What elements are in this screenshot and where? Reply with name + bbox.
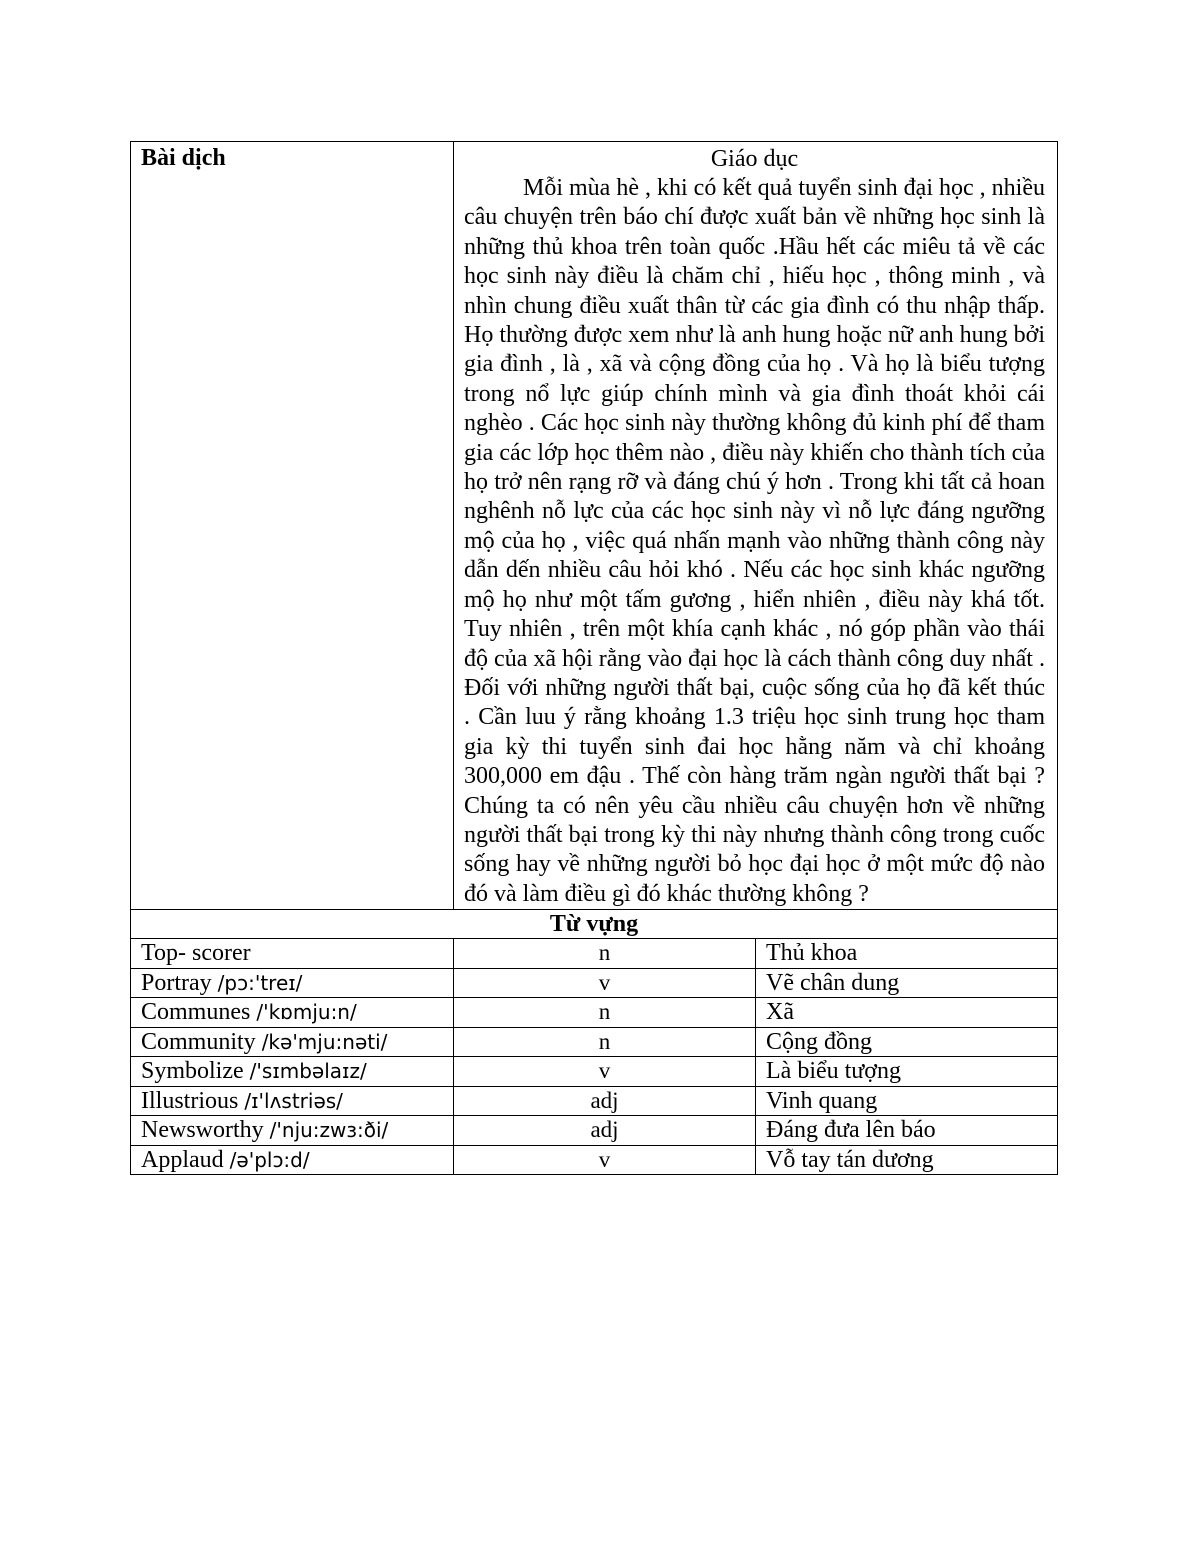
vocab-word: Community bbox=[141, 1028, 256, 1055]
vocab-word: Illustrious bbox=[141, 1087, 239, 1114]
vocab-word-cell bbox=[131, 1145, 454, 1175]
vocab-word-cell bbox=[131, 1027, 454, 1057]
vocab-ipa: /ə'plɔ:d/ bbox=[229, 1147, 310, 1172]
vocab-pos: v bbox=[454, 1145, 756, 1175]
vocab-word: Communes bbox=[141, 999, 251, 1026]
vocab-word-cell bbox=[131, 939, 454, 969]
vocab-pos: n bbox=[454, 939, 756, 969]
vocab-ipa: /'nju:zwɜ:ði/ bbox=[269, 1118, 389, 1143]
vocab-meaning: Là biểu tượng bbox=[756, 1057, 1058, 1087]
vocab-row bbox=[131, 1057, 1058, 1087]
vocab-row bbox=[131, 1116, 1058, 1146]
vocab-ipa: /pɔ:'treɪ/ bbox=[217, 970, 303, 995]
vocab-meaning: Cộng đồng bbox=[756, 1027, 1058, 1057]
vocab-ipa: /'kɒmju:n/ bbox=[256, 1000, 357, 1025]
vocab-word-cell bbox=[131, 998, 454, 1028]
vocab-word-cell bbox=[131, 1116, 454, 1146]
vocab-pos: adj bbox=[454, 1086, 756, 1116]
vocab-ipa: /ɪ'lʌstriəs/ bbox=[244, 1088, 343, 1113]
vocab-row bbox=[131, 968, 1058, 998]
vocab-word-cell bbox=[131, 1086, 454, 1116]
vocab-meaning: Đáng đưa lên báo bbox=[756, 1116, 1058, 1146]
vocab-word-cell bbox=[131, 968, 454, 998]
vocab-row bbox=[131, 998, 1058, 1028]
translation-row bbox=[131, 142, 1058, 910]
label-cell bbox=[131, 142, 454, 910]
vocab-word: Portray bbox=[141, 969, 212, 996]
vocab-word: Symbolize bbox=[141, 1058, 244, 1085]
vocab-word: Applaud bbox=[141, 1146, 224, 1173]
vocab-header: Từ vựng bbox=[131, 910, 1058, 939]
vocab-meaning: Thủ khoa bbox=[756, 939, 1058, 969]
content-title: Giáo dục bbox=[710, 146, 799, 172]
vocab-meaning: Xã bbox=[756, 998, 1058, 1028]
vocab-pos: n bbox=[454, 1027, 756, 1057]
vocab-header-row bbox=[131, 910, 1058, 939]
vocab-word: Top- scorer bbox=[141, 940, 251, 967]
content-cell bbox=[454, 142, 1058, 910]
vocab-row bbox=[131, 939, 1058, 969]
vocab-word: Newsworthy bbox=[141, 1117, 264, 1144]
vocab-row bbox=[131, 1086, 1058, 1116]
vocab-ipa: /'sɪmbəlaɪz/ bbox=[249, 1059, 367, 1084]
section-label: Bài dịch bbox=[141, 145, 226, 171]
vocab-row bbox=[131, 1027, 1058, 1057]
vocab-meaning: Vẽ chân dung bbox=[756, 968, 1058, 998]
vocab-meaning: Vỗ tay tán dương bbox=[756, 1145, 1058, 1175]
content-paragraph: Mỗi mùa hè , khi có kết quả tuyển sinh đại học , nhiều câu chuyện trên báo chí được xuất bản về những học sinh là những thủ khoa trên toàn quốc .Hầu hết các miêu tả về các học sinh này điều là chăm chỉ , hiếu học , thông minh , và nhìn chung điều xuất thân từ các gia đình có thu nhập thấp. Họ thường được xem như là anh hung hoặc nữ anh hung bởi gia đình , là , xã và cộng đồng của họ . Và họ là biểu tượng trong nổ lực giúp chính mình và gia đình thoát khỏi cái nghèo . Các học sinh này thường không đủ kinh phí để tham gia các lớp học thêm nào , điều này khiến cho thành tích của họ trở nên rạng rỡ và đáng chú ý hơn . Trong khi tất cả hoan nghênh nỗ lực của các học sinh này vì nỗ lực đáng ngưỡng mộ của họ , việc quá nhấn mạnh vào những thành công này dẫn dến nhiều câu hỏi khó . Nếu các học sinh khác ngưỡng mộ họ như một tấm gương , hiển nhiên , điều này khá tốt. Tuy nhiên , trên một khía cạnh khác , nó góp phần vào thái độ của xã hội rằng vào đại học là cách thành công duy nhất . Đối với những người thất bại, cuộc sống của họ đã kết thúc . Cần luu ý rằng khoảng 1.3 triệu học sinh trung học tham gia kỳ thi tuyển sinh đai học hằng năm và chỉ khoảng 300,000 em đậu . Thế còn hàng trăm ngàn người thất bại ? Chúng ta có nên yêu cầu nhiều câu chuyện hơn về những người thất bại trong kỳ thi này nhưng thành công trong cuốc sống hay về những người bỏ học đại học ở một mức độ nào đó và làm điều gì đó khác thường không ? bbox=[464, 175, 1045, 907]
vocab-pos: adj bbox=[454, 1116, 756, 1146]
translation-table bbox=[130, 141, 1058, 1175]
vocab-pos: v bbox=[454, 968, 756, 998]
vocab-pos: n bbox=[454, 998, 756, 1028]
vocab-ipa: /kə'mju:nəti/ bbox=[261, 1029, 388, 1054]
vocab-word-cell bbox=[131, 1057, 454, 1087]
vocab-meaning: Vinh quang bbox=[756, 1086, 1058, 1116]
vocab-pos: v bbox=[454, 1057, 756, 1087]
vocab-row bbox=[131, 1145, 1058, 1175]
